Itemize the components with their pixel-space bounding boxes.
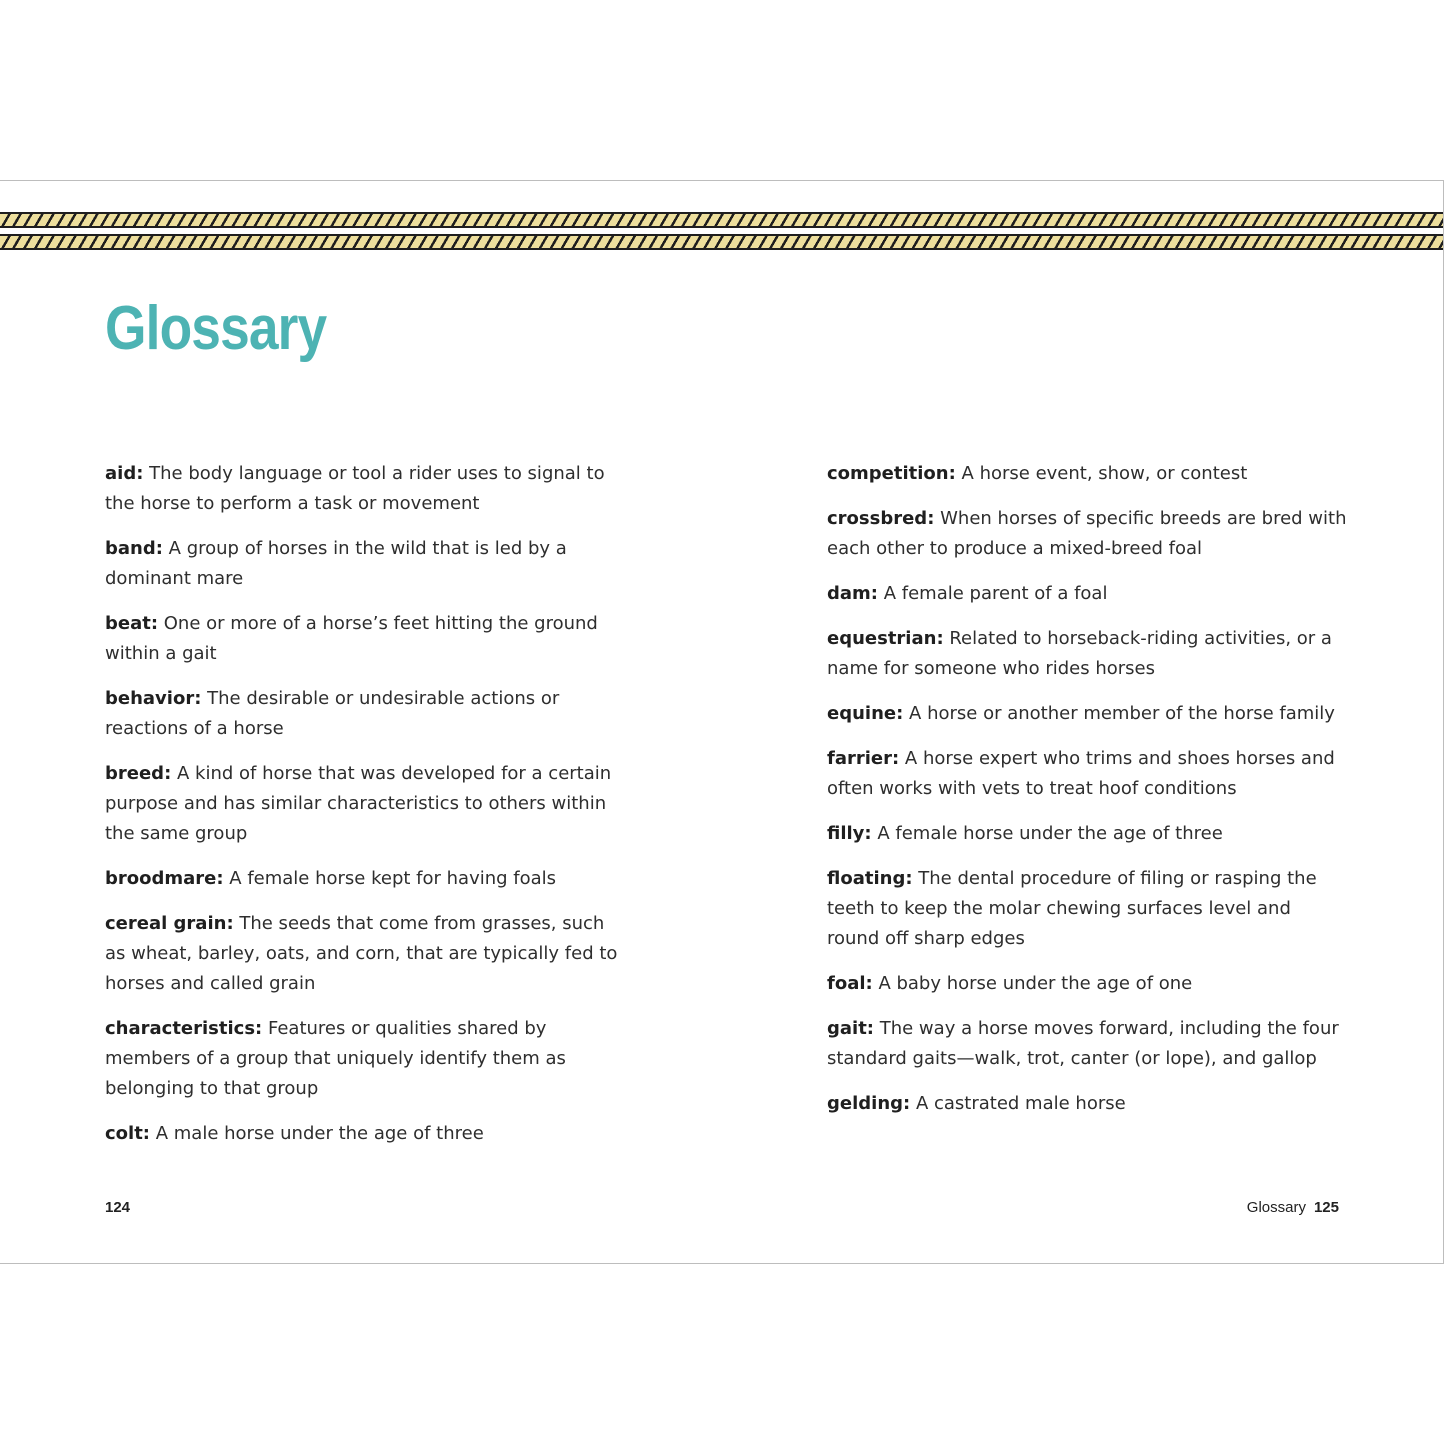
glossary-definition: The body language or tool a rider uses to signal to the horse to perform a task or movement (105, 463, 605, 514)
glossary-entry (827, 504, 1347, 564)
glossary-entry (105, 534, 625, 594)
glossary-term: equestrian: (827, 628, 944, 649)
glossary-definition: One or more of a horse’s feet hitting the ground within a gait (105, 613, 598, 664)
glossary-term: colt: (105, 1123, 151, 1144)
glossary-entry (105, 1014, 625, 1104)
glossary-term: farrier: (827, 748, 900, 769)
glossary-term: gelding: (827, 1093, 911, 1114)
glossary-term: dam: (827, 583, 878, 604)
glossary-definition: The desirable or undesirable actions or reactions of a horse (105, 688, 560, 739)
glossary-entry (827, 1014, 1347, 1074)
glossary-entry (827, 819, 1347, 849)
glossary-term: floating: (827, 868, 913, 889)
glossary-term: cereal grain: (105, 913, 234, 934)
rope-border-bottom (0, 234, 1443, 250)
glossary-entry (105, 909, 625, 999)
glossary-entry (827, 624, 1347, 684)
glossary-entry (827, 969, 1347, 999)
glossary-definition: When horses of specific breeds are bred with each other to produce a mixed-breed foal (827, 508, 1347, 559)
glossary-term: foal: (827, 973, 873, 994)
rope-border-top (0, 212, 1443, 228)
glossary-entry (827, 699, 1347, 729)
glossary-definition: A horse expert who trims and shoes horses and often works with vets to treat hoof conditions (827, 748, 1335, 799)
glossary-term: gait: (827, 1018, 875, 1039)
glossary-definition: A female horse under the age of three (871, 823, 1223, 844)
glossary-definition: A castrated male horse (910, 1093, 1126, 1114)
glossary-term: band: (105, 538, 163, 559)
glossary-entry (105, 864, 625, 894)
glossary-definition: A male horse under the age of three (150, 1123, 484, 1144)
glossary-definition: A horse event, show, or contest (955, 463, 1248, 484)
glossary-term: crossbred: (827, 508, 935, 529)
glossary-definition: Features or qualities shared by members of a group that uniquely identify them as belonging to that group (105, 1018, 566, 1099)
glossary-entry (827, 459, 1347, 489)
glossary-definition: A baby horse under the age of one (872, 973, 1193, 994)
glossary-term: competition: (827, 463, 956, 484)
glossary-term: broodmare: (105, 868, 224, 889)
glossary-term: characteristics: (105, 1018, 263, 1039)
running-head: Glossary (1246, 1199, 1306, 1216)
glossary-entry (105, 609, 625, 669)
glossary-left-column (105, 459, 625, 1164)
glossary-entry (827, 864, 1347, 954)
glossary-definition: The dental procedure of filing or rasping the teeth to keep the molar chewing surfaces level and round off sharp edges (827, 868, 1317, 949)
glossary-term: aid: (105, 463, 144, 484)
glossary-right-column (827, 459, 1347, 1134)
glossary-term: equine: (827, 703, 904, 724)
glossary-definition: Related to horseback-riding activities, or a name for someone who rides horses (827, 628, 1332, 679)
left-page-number: 124 (105, 1199, 131, 1216)
glossary-term: filly: (827, 823, 872, 844)
glossary-entry (827, 1089, 1347, 1119)
glossary-entry (105, 1119, 625, 1149)
glossary-definition: A group of horses in the wild that is led by a dominant mare (105, 538, 567, 589)
glossary-entry (105, 684, 625, 744)
page-title: Glossary (105, 294, 327, 363)
glossary-definition: A female parent of a foal (878, 583, 1108, 604)
glossary-entry (105, 459, 625, 519)
glossary-definition: The seeds that come from grasses, such as wheat, barley, oats, and corn, that are typically fed to horses and called grain (105, 913, 618, 994)
glossary-definition: A horse or another member of the horse family (903, 703, 1335, 724)
glossary-entry (827, 744, 1347, 804)
glossary-definition: A female horse kept for having foals (223, 868, 557, 889)
book-spread (0, 180, 1444, 1264)
glossary-entry (827, 579, 1347, 609)
right-page-number: 125 (1313, 1199, 1339, 1216)
glossary-term: breed: (105, 763, 172, 784)
right-page-footer (1247, 1199, 1339, 1216)
glossary-term: behavior: (105, 688, 202, 709)
glossary-definition: A kind of horse that was developed for a certain purpose and has similar characteristics to others within the same group (105, 763, 612, 844)
glossary-definition: The way a horse moves forward, including the four standard gaits—walk, trot, canter (or lope), and gallop (827, 1018, 1339, 1069)
glossary-term: beat: (105, 613, 159, 634)
glossary-entry (105, 759, 625, 849)
